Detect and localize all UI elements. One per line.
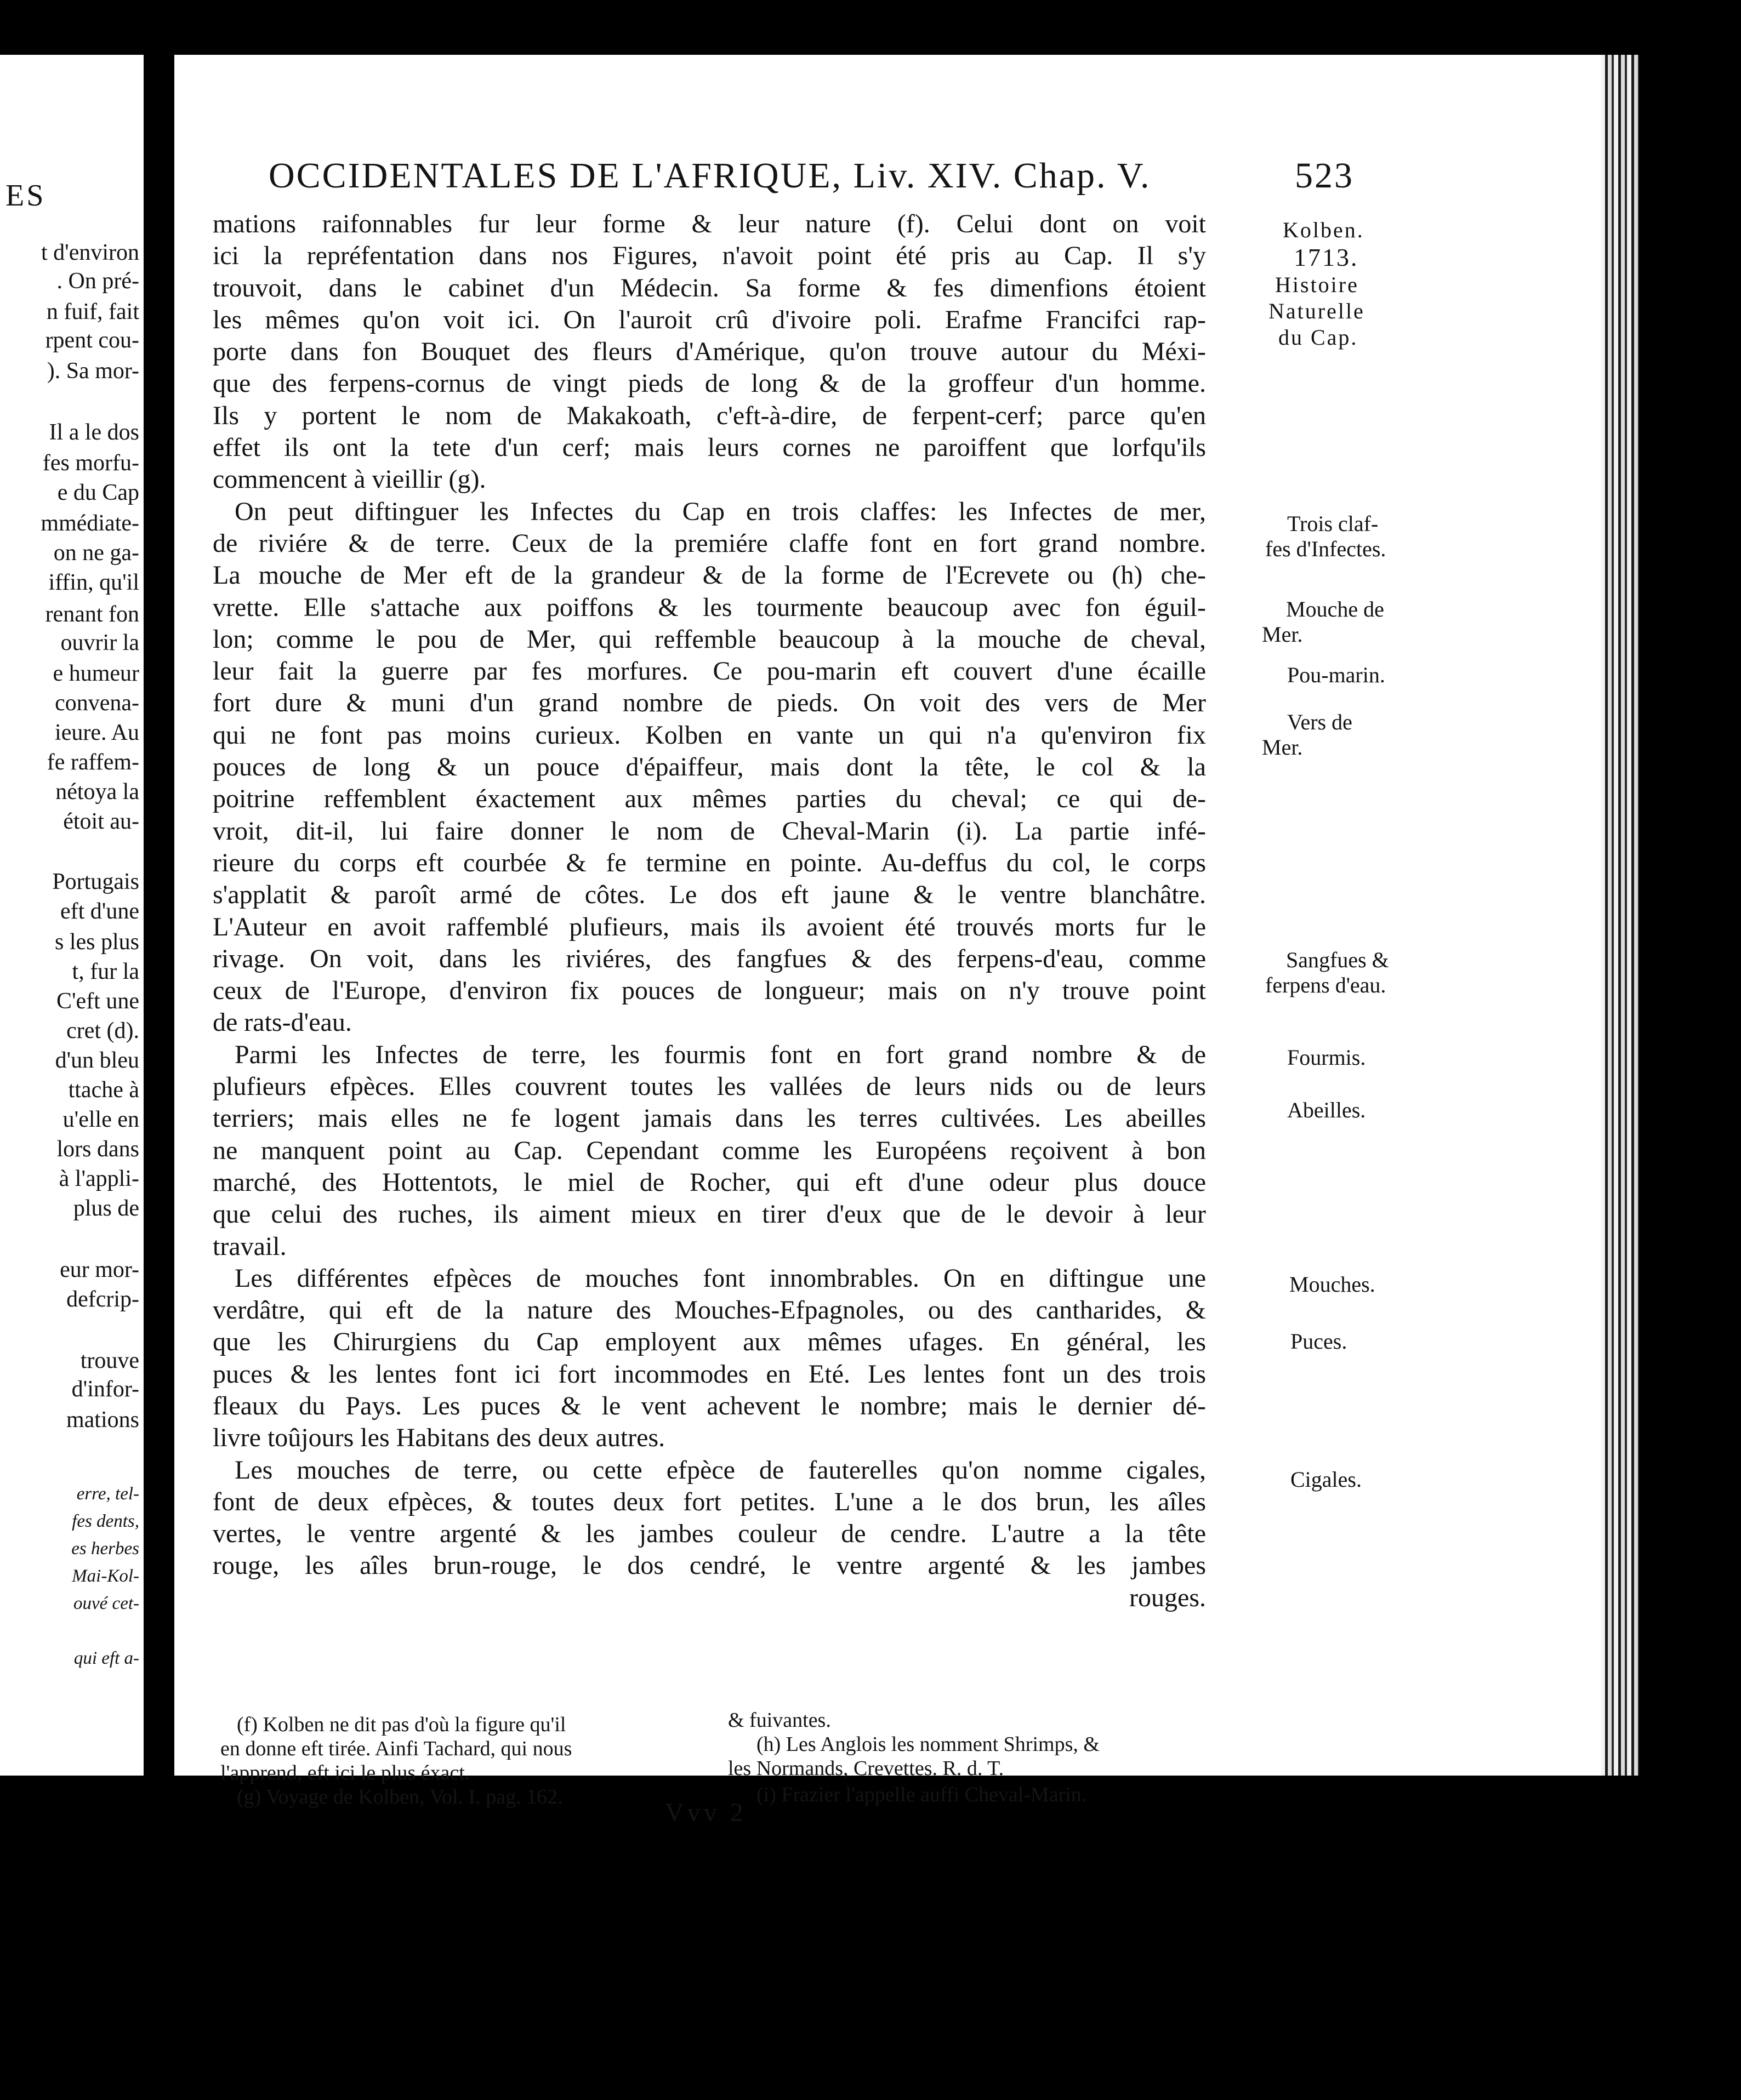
text-line: livre toûjours les Habitans des deux autres. bbox=[213, 1423, 665, 1453]
text-line: Les mouches de terre, ou cette efpèce de fauterelles qu'on nomme cigales, bbox=[235, 1455, 1206, 1485]
left-page-line: ttache à bbox=[68, 1077, 139, 1103]
footnote-f: en donne eft tirée. Ainfi Tachard, qui nous bbox=[220, 1737, 572, 1760]
margin-note-pou-marin: Pou-marin. bbox=[1287, 663, 1385, 687]
text-line: verdâtre, qui eft de la nature des Mouches-Efpagnoles, ou des cantharides, & bbox=[213, 1296, 1206, 1325]
text-line: rouge, les aîles brun-rouge, le dos cendré, le ventre argenté & les jambes bbox=[213, 1551, 1206, 1580]
margin-note-du-cap: du Cap. bbox=[1278, 325, 1358, 350]
left-page-line: t d'environ bbox=[41, 240, 139, 265]
margin-note-kolben: Kolben. bbox=[1283, 218, 1364, 242]
book-page bbox=[174, 55, 1601, 1827]
text-line: plufieurs efpèces. Elles couvrent toutes les vallées de leurs nids ou de leurs bbox=[213, 1072, 1206, 1102]
text-line: les mêmes qu'on voit ici. On l'auroit crû d'ivoire poli. Erafme Francifci rap- bbox=[213, 305, 1206, 334]
text-line: rieure du corps eft courbée & fe termine en pointe. Au-deffus du col, le corps bbox=[213, 848, 1206, 877]
text-line: ceux de l'Europe, d'environ fix pouces de longueur; mais on n'y trouve point bbox=[213, 976, 1206, 1006]
margin-note-naturelle: Naturelle bbox=[1268, 299, 1365, 323]
left-facing-page bbox=[0, 55, 144, 1776]
page-edge bbox=[1601, 55, 1639, 1776]
text-line: pouces de long & un pouce d'épaiffeur, mais dont la tête, le col & la bbox=[213, 752, 1206, 782]
left-page-line: on ne ga- bbox=[53, 540, 139, 566]
text-line: qui ne font pas moins curieux. Kolben en vante un qui n'a qu'environ fix bbox=[213, 720, 1206, 750]
margin-note-mouche-de-mer: Mouche de bbox=[1286, 597, 1384, 621]
left-page-line: trouve bbox=[80, 1348, 139, 1373]
text-line: vroit, dit-il, lui faire donner le nom de Cheval-Marin (i). La partie infé- bbox=[213, 816, 1206, 846]
margin-note-sangsues: ferpens d'eau. bbox=[1265, 973, 1386, 997]
margin-note-sangsues: Sangfues & bbox=[1286, 948, 1389, 972]
text-line: puces & les lentes font ici fort incommodes en Eté. Les lentes font un des trois bbox=[213, 1359, 1206, 1389]
text-line: que les Chirurgiens du Cap employent aux mêmes ufages. En général, les bbox=[213, 1327, 1206, 1357]
footnote-f: (f) Kolben ne dit pas d'où la figure qu'il bbox=[237, 1713, 566, 1736]
text-line: rivage. On voit, dans les riviéres, des fangfues & des ferpens-d'eau, comme bbox=[213, 944, 1206, 973]
margin-note-year: 1713. bbox=[1294, 243, 1359, 271]
text-line: L'Auteur en avoit raffemblé plufieurs, mais ils avoient été trouvés morts fur le bbox=[213, 912, 1206, 941]
margin-note-histoire: Histoire bbox=[1275, 272, 1359, 297]
text-line: de rats-d'eau. bbox=[213, 1008, 352, 1037]
margin-note-mouches: Mouches. bbox=[1289, 1272, 1375, 1297]
left-page-line: eft d'une bbox=[60, 899, 139, 924]
left-page-line: convena- bbox=[55, 691, 139, 716]
signature-mark: Vvv 2 bbox=[665, 1798, 747, 1827]
footnote-f: l'apprend, eft ici le plus éxact. bbox=[220, 1761, 470, 1784]
left-page-line: iffin, qu'il bbox=[48, 570, 139, 595]
left-page-line: nétoya la bbox=[55, 779, 139, 804]
margin-note-fourmis: Fourmis. bbox=[1287, 1045, 1366, 1070]
page-number: 523 bbox=[1295, 156, 1354, 196]
left-page-footnote-line: erre, tel- bbox=[76, 1484, 139, 1504]
text-line: ici la repréfentation dans nos Figures, n'avoit point été pris au Cap. Il s'y bbox=[213, 241, 1206, 271]
text-line: fort dure & muni d'un grand nombre de pieds. On voit des vers de Mer bbox=[213, 688, 1206, 718]
text-line: de riviére & de terre. Ceux de la premiére claffe font en fort grand nombre. bbox=[213, 528, 1206, 558]
book-gutter bbox=[144, 0, 174, 2100]
margin-note-vers-de-mer: Vers de bbox=[1287, 710, 1352, 734]
text-line: ne manquent point au Cap. Cependant comme les Européens reçoivent à bon bbox=[213, 1135, 1206, 1165]
text-line: effet ils ont la tete d'un cerf; mais leurs cornes ne paroiffent que lorfqu'ils bbox=[213, 433, 1206, 463]
text-line: vrette. Elle s'attache aux poiffons & les tourmente beaucoup avec fon éguil- bbox=[213, 592, 1206, 622]
text-line: mations raifonnables fur leur forme & leur nature (f). Celui dont on voit bbox=[213, 209, 1206, 238]
text-line: Les différentes efpèces de mouches font innombrables. On en diftingue une bbox=[235, 1263, 1206, 1293]
text-line: lon; comme le pou de Mer, qui reffemble beaucoup à la mouche de cheval, bbox=[213, 624, 1206, 654]
text-line: La mouche de Mer eft de la grandeur & de la forme de l'Ecrevete ou (h) che- bbox=[213, 561, 1206, 590]
text-line: vertes, le ventre argenté & les jambes couleur de cendre. L'autre a la tête bbox=[213, 1519, 1206, 1549]
left-page-line: Il a le dos bbox=[49, 420, 139, 445]
footnote-h: (h) Les Anglois les nomment Shrimps, & bbox=[756, 1733, 1100, 1756]
text-line: trouvoit, dans le cabinet d'un Médecin. Sa forme & fes dimenfions étoient bbox=[213, 273, 1206, 303]
running-head-title: OCCIDENTALES DE L'AFRIQUE, Liv. XIV. Chap. V. bbox=[269, 156, 1151, 196]
left-page-line: n fuif, fait bbox=[46, 299, 139, 324]
left-page-line: s les plus bbox=[54, 929, 139, 955]
left-page-line: lors dans bbox=[56, 1137, 139, 1162]
left-page-line: Portugais bbox=[52, 869, 139, 894]
left-page-line: mmédiate- bbox=[41, 511, 139, 536]
left-page-line: plus de bbox=[73, 1196, 139, 1221]
left-page-line: eur mor- bbox=[60, 1257, 139, 1282]
text-line: On peut diftinguer les Infectes du Cap en trois claffes: les Infectes de mer, bbox=[235, 497, 1206, 526]
text-line: Ils y portent le nom de Makakoath, c'eft-à-dire, de ferpent-cerf; parce qu'en bbox=[213, 401, 1206, 430]
left-page-line: renant fon bbox=[45, 602, 139, 627]
footnotes bbox=[174, 1699, 1601, 1808]
left-page-line: fes morfu- bbox=[42, 450, 139, 476]
margin-note-mouche-de-mer: Mer. bbox=[1262, 622, 1303, 647]
margin-note-vers-de-mer: Mer. bbox=[1262, 735, 1303, 760]
text-line: commencent à vieillir (g). bbox=[213, 465, 486, 494]
left-page-footnote-line: qui eft a- bbox=[73, 1648, 139, 1668]
left-page-line: e humeur bbox=[53, 661, 139, 686]
text-line: que celui des ruches, ils aiment mieux en tirer d'eux que de le devoir à leur bbox=[213, 1200, 1206, 1229]
left-page-line: t, fur la bbox=[72, 959, 139, 984]
text-line: terriers; mais elles ne fe logent jamais dans les terres cultivées. Les abeilles bbox=[213, 1104, 1206, 1133]
footnote-continuation: & fuivantes. bbox=[728, 1709, 831, 1732]
footnote-g: (g) Voyage de Kolben, Vol. I. pag. 162. bbox=[237, 1785, 563, 1808]
left-page-header: ES bbox=[5, 179, 46, 213]
left-page-line: ). Sa mor- bbox=[47, 358, 139, 384]
text-line: porte dans fon Bouquet des fleurs d'Amérique, qu'on trouve autour du Méxi- bbox=[213, 337, 1206, 367]
left-page-footnote-line: fes dents, bbox=[72, 1511, 139, 1531]
text-line: fleaux du Pays. Les puces & le vent achevent le nombre; mais le dernier dé- bbox=[213, 1391, 1206, 1420]
margin-note-abeilles: Abeilles. bbox=[1287, 1098, 1366, 1122]
left-page-line: ieure. Au bbox=[55, 720, 139, 745]
left-page-footnote-line: Mai-Kol- bbox=[72, 1566, 139, 1586]
left-page-line: à l'appli- bbox=[59, 1166, 139, 1191]
text-line: travail. bbox=[213, 1231, 287, 1261]
text-line: Parmi les Infectes de terre, les fourmis font en fort grand nombre & de bbox=[235, 1040, 1206, 1069]
left-page-line: mations bbox=[66, 1407, 139, 1433]
left-page-line: . On pré- bbox=[56, 269, 139, 294]
text-line: que des ferpens-cornus de vingt pieds de long & de la groffeur d'un homme. bbox=[213, 369, 1206, 398]
left-page-line: fe raffem- bbox=[47, 750, 139, 775]
left-page-line: u'elle en bbox=[62, 1107, 139, 1132]
left-page-line: étoit au- bbox=[63, 809, 139, 834]
running-head bbox=[269, 158, 1354, 194]
left-page-line: d'un bleu bbox=[55, 1048, 139, 1073]
left-page-footnote-line: ouvé cet- bbox=[73, 1594, 139, 1613]
margin-note-cigales: Cigales. bbox=[1290, 1467, 1362, 1492]
left-page-line: C'eft une bbox=[56, 989, 139, 1014]
margin-note-trois-classes: Trois claf- bbox=[1287, 511, 1379, 536]
text-line: font de deux efpèces, & toutes deux fort petites. L'une a le dos brun, les aîles bbox=[213, 1487, 1206, 1516]
left-page-line: rpent cou- bbox=[45, 328, 139, 353]
footnote-i: (i) Frazier l'appelle auffi Cheval-Marin. bbox=[756, 1783, 1087, 1806]
left-page-line: defcrip- bbox=[66, 1287, 139, 1312]
text-line: leur fait la guerre par fes morfures. Ce pou-marin eft couvert d'une écaille bbox=[213, 657, 1206, 686]
text-line: poitrine reffemblent éxactement aux mêmes parties du cheval; ce qui de- bbox=[213, 784, 1206, 814]
margin-note-puces: Puces. bbox=[1290, 1329, 1347, 1354]
body-text bbox=[213, 208, 1206, 1614]
text-line: rouges. bbox=[1129, 1583, 1206, 1612]
left-page-line: cret (d). bbox=[66, 1018, 139, 1043]
left-page-line: d'infor- bbox=[71, 1377, 139, 1402]
margin-note-trois-classes: fes d'Infectes. bbox=[1265, 537, 1386, 561]
left-page-line: e du Cap bbox=[57, 480, 139, 505]
left-page-footnote-line: es herbes bbox=[71, 1539, 139, 1559]
left-page-line: ouvrir la bbox=[60, 630, 139, 655]
text-line: marché, des Hottentots, le miel de Rocher, qui eft d'une odeur plus douce bbox=[213, 1167, 1206, 1197]
footnote-h: les Normands, Crevettes. R. d. T. bbox=[728, 1757, 1004, 1780]
text-line: s'applatit & paroît armé de côtes. Le dos eft jaune & le ventre blanchâtre. bbox=[213, 880, 1206, 910]
